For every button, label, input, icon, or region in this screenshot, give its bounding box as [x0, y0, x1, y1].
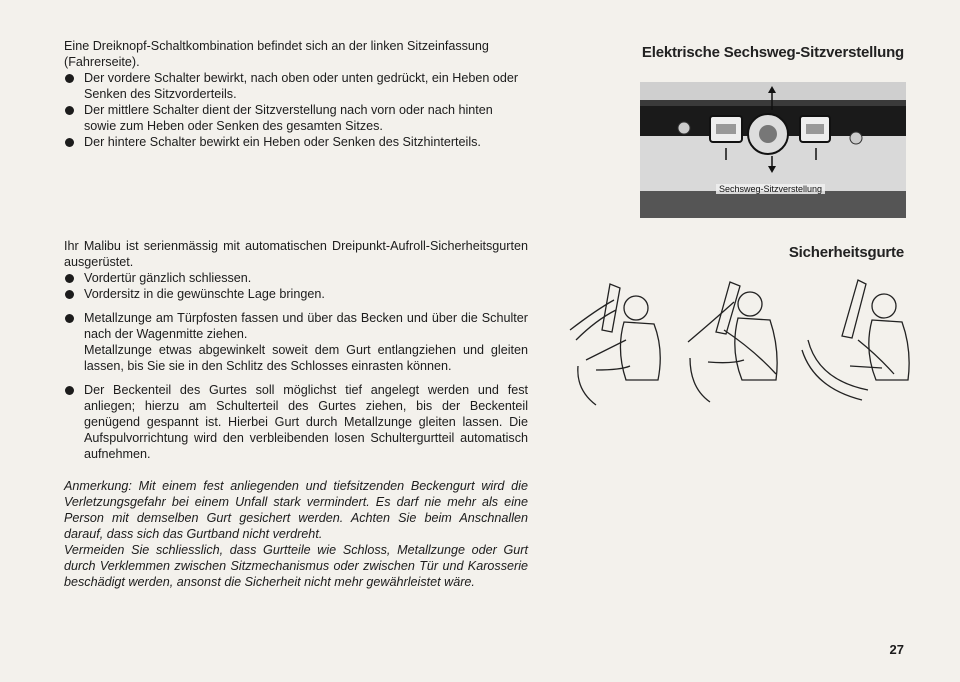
belt-figure-2 [688, 282, 777, 402]
bullet-lap-belt: Der Beckenteil des Gurtes soll möglichst tief angelegt werden und fest anliegen; hierzu am Schulterteil des Gurtes ziehen, bis der Beckenteil genügend gespannt ist. Hierbei Gurt durch Metallzunge gleiten lassen. Die Aufspulvorrichtung wird den verbleibenden losen Schultergurtteil automatisch aufnehmen. [64, 382, 528, 462]
note-paragraph: Anmerkung: Mit einem fest anliegenden und tiefsitzenden Beckengurt wird die Verletzungsgefahr bei einem Unfall stark vermindert. Es darf nie mehr als eine Person mit demselben Gurt gesichert werden. Achten Sie beim Anschnallen darauf, dass sich das Gurtband nicht verdreht. [64, 479, 528, 541]
bullet-metal-tongue: Metallzunge am Türpfosten fassen und über das Becken und über die Schulter nach der Wagenmitte ziehen. [64, 310, 528, 342]
bullet-close-door: Vordertür gänzlich schliessen. [64, 270, 528, 286]
heading-seat-adjustment: Elektrische Sechsweg-Sitzverstellung [641, 44, 904, 61]
page-number: 27 [889, 642, 904, 657]
seat-belt-illustrations [566, 270, 910, 410]
heading-seat-belts: Sicherheitsgurte [788, 244, 904, 261]
belt-intro-paragraph: Ihr Malibu ist serienmässig mit automatischen Dreipunkt-Aufroll-Sicherheitsgurten ausgerüstet. [64, 239, 528, 269]
belt-figure-3 [802, 280, 909, 400]
belt-figure-1 [570, 284, 660, 405]
bullet-metal-tongue-cont: Metallzunge etwas abgewinkelt soweit dem Gurt entlangziehen und gleiten lassen, bis Sie sie in den Schlitz des Schlosses einrasten können. [84, 343, 528, 373]
seat-control-photo [640, 82, 906, 218]
note-paragraph-2: Vermeiden Sie schliesslich, dass Gurtteile wie Schloss, Metallzunge oder Gurt durch Verklemmen zwischen Sitzmechanismus oder zwischen Tür und Karosserie beschädigt werden, ansonst die Sicherheit nicht mehr gewährleistet wäre. [64, 543, 528, 589]
bullet-seat-position: Vordersitz in die gewünschte Lage bringen. [64, 286, 528, 302]
left-column [64, 38, 528, 590]
bullet-front-switch: Der vordere Schalter bewirkt, nach oben oder unten gedrückt, ein Heben oder Senken des Sitzvorderteils. [64, 70, 528, 102]
photo-caption: Sechsweg-Sitzverstellung [716, 184, 825, 194]
bullet-middle-switch: Der mittlere Schalter dient der Sitzverstellung nach vorn oder nach hinten sowie zum Heben oder Senken des gesamten Sitzes. [64, 102, 528, 134]
intro-paragraph: Eine Dreiknopf-Schaltkombination befindet sich an der linken Sitzeinfassung (Fahrerseite). [64, 39, 489, 69]
bullet-rear-switch: Der hintere Schalter bewirkt ein Heben oder Senken des Sitzhinterteils. [64, 134, 528, 150]
